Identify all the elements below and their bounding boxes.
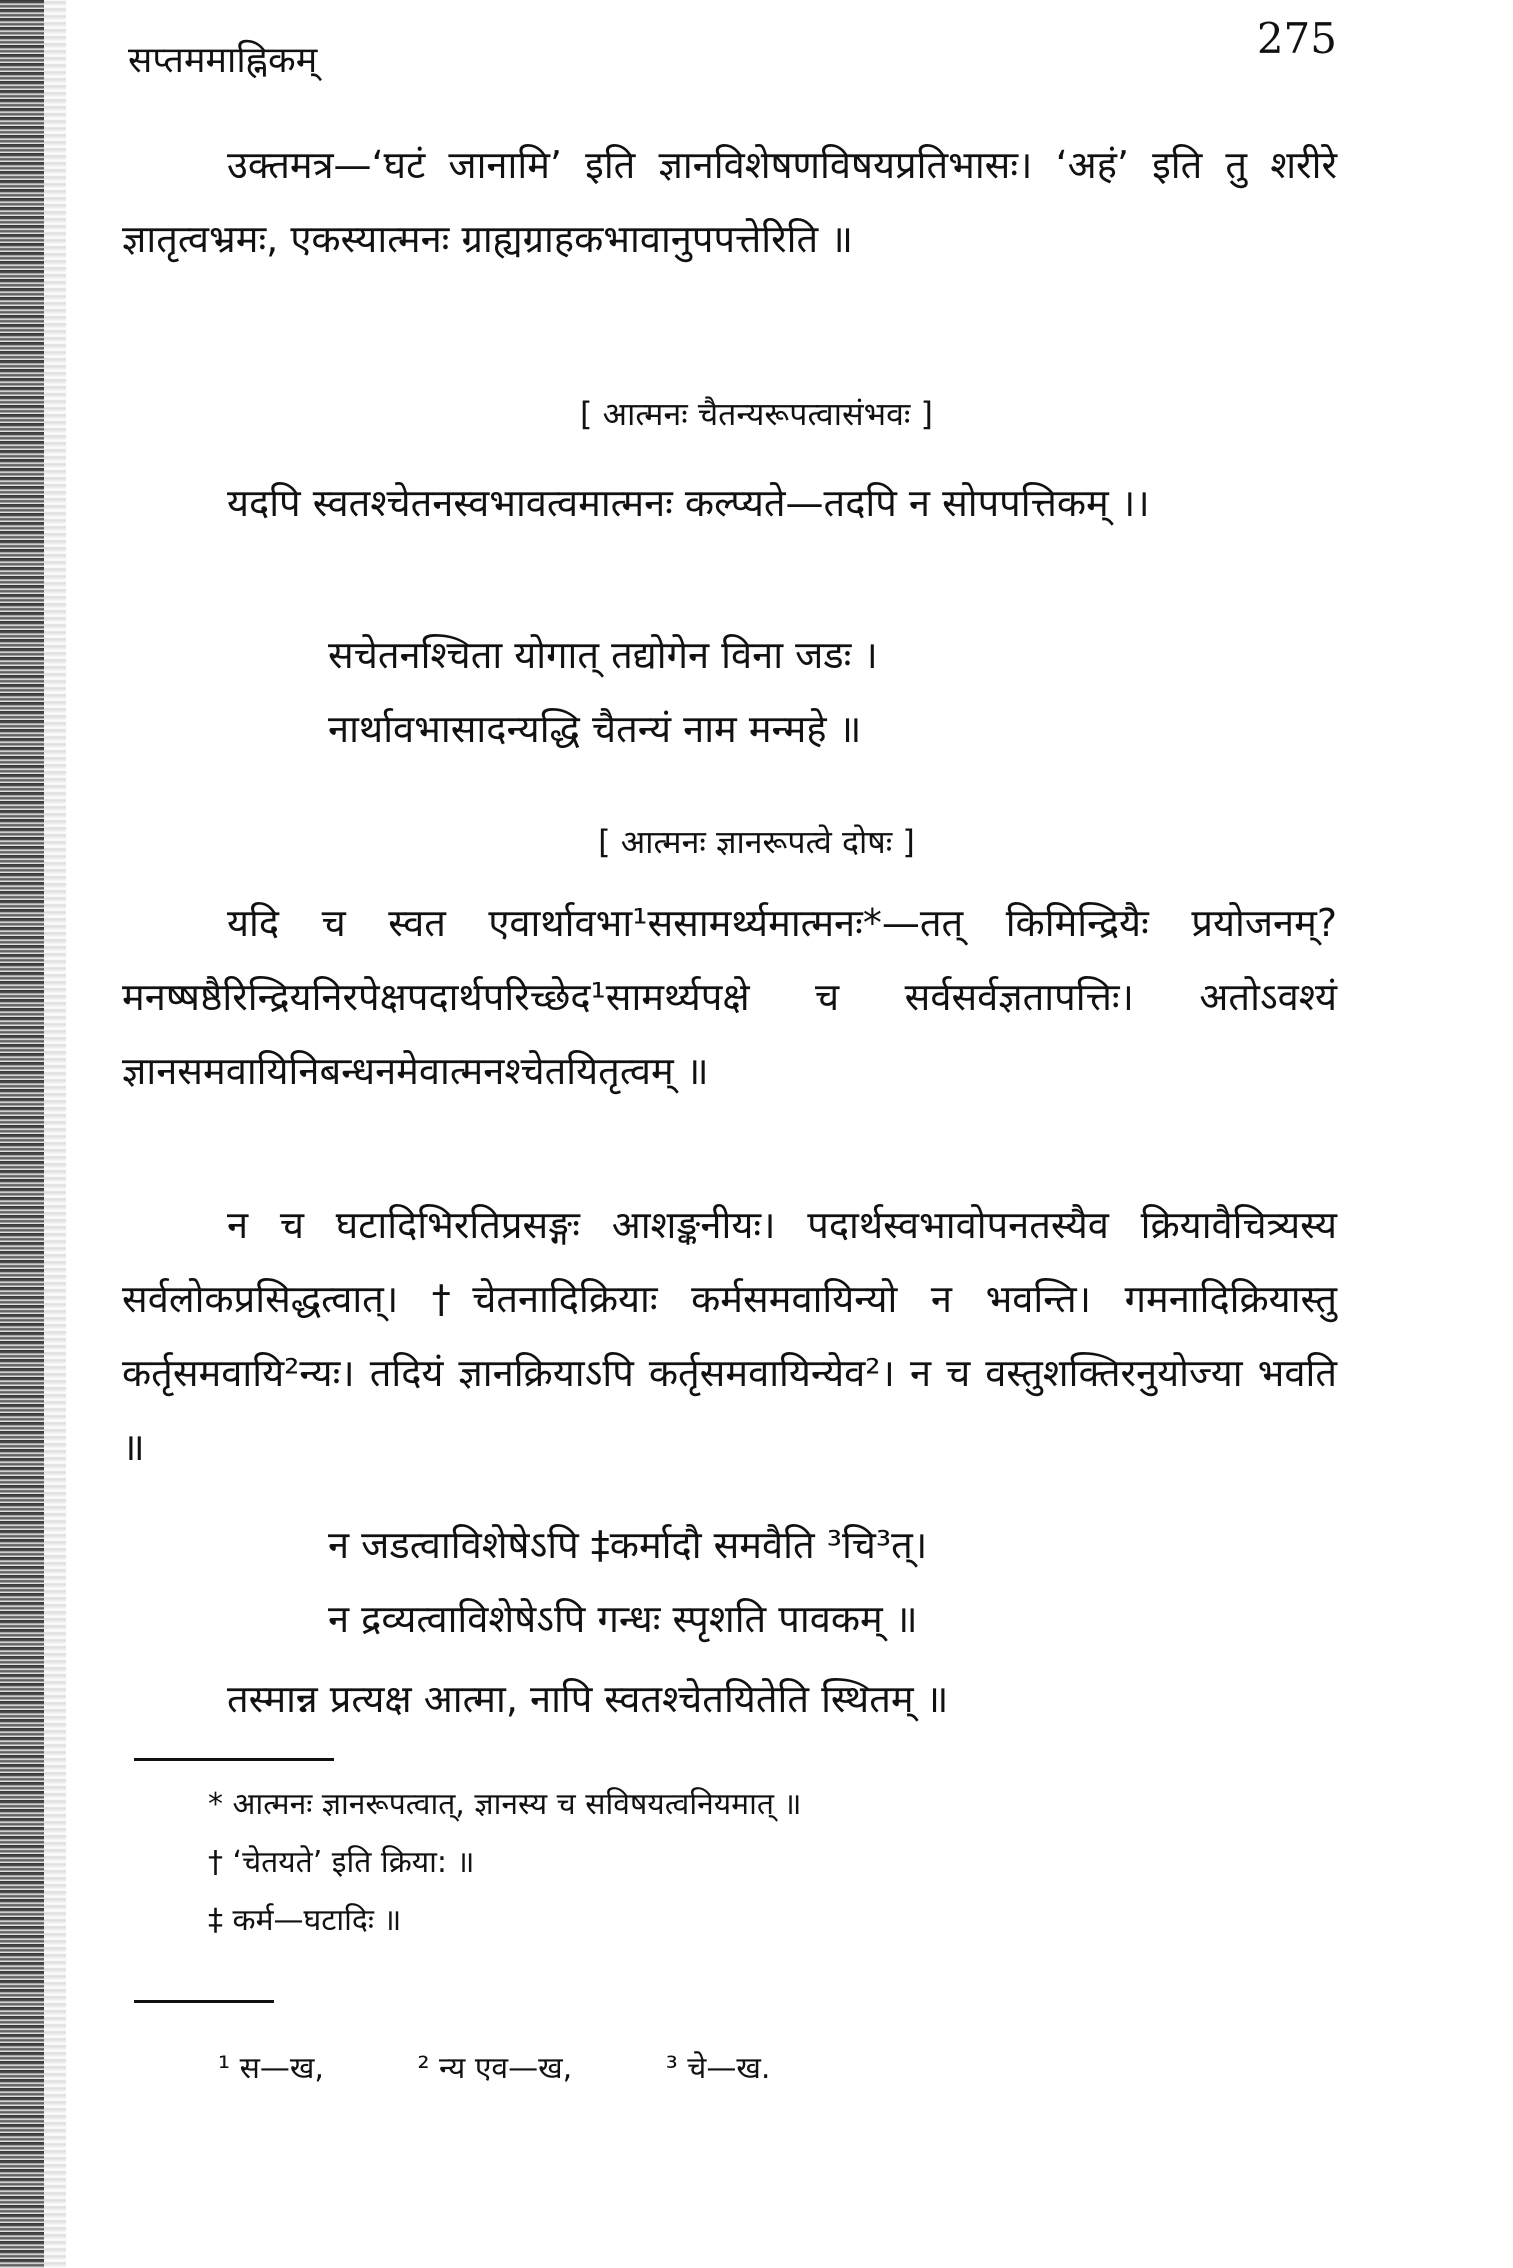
paragraph-4: [122, 1188, 1337, 1484]
scan-binding-edge: [0, 0, 44, 2268]
variant-item: ³ चे—ख.: [665, 2051, 771, 2086]
section-heading-1: [0, 392, 1513, 435]
footnote-item: † ‘चेतयते’ इति क्रिया: ॥: [208, 1845, 475, 1880]
verse-1: [328, 618, 878, 766]
section-heading-text: [ आत्मनः ज्ञानरूपत्वे दोषः ]: [598, 823, 915, 861]
paragraph-5: [122, 1662, 1337, 1736]
paragraph-text: यदपि स्वतश्चेतनस्वभावत्वमात्मनः कल्प्यते—तदपि न सोपपत्तिकम् ।।: [227, 481, 1150, 525]
paragraph-text: न च घटादिभिरतिप्रसङ्गः आशङ्कनीयः। पदार्थस्वभावोपनतस्यैव क्रियावैचित्र्यस्य सर्वलोकप्रसिद्धत्वात्। †चेतनादिक्रियाः कर्मसमवायिन्यो न भवन्ति। गमनादिक्रियास्तु कर्तृसमवायि²न्यः। तदियं ज्ञानक्रियाऽपि कर्तृसमवायिन्येव²। न च वस्तुशक्तिरनुयोज्या भवति ॥: [122, 1203, 1337, 1469]
variant-item: ² न्य एव—ख,: [417, 2051, 573, 2086]
paragraph-text: यदि च स्वत एवार्थावभा¹ससामर्थ्यमात्मनः*—तत् किमिन्द्रियैः प्रयोजनम्? मनष्षष्ठैरिन्द्रियनिरपेक्षपदार्थपरिच्छेद¹सामर्थ्यपक्षे च सर्वसर्वज्ञतापत्तिः। अतोऽवश्यं ज्ञानसमवायिनिबन्धनमेवात्मनश्चेतयितृत्वम् ॥: [122, 901, 1337, 1093]
section-heading-2: [0, 820, 1513, 863]
paragraph-3: [122, 886, 1337, 1108]
running-title: सप्तममाह्निकम्: [128, 40, 318, 81]
paragraph-text: तस्मान्न प्रत्यक्ष आत्मा, नापि स्वतश्चेतयितेति स्थितम् ॥: [227, 1677, 949, 1721]
footnotes: [208, 1776, 801, 1950]
paragraph-2: [122, 466, 1337, 540]
paragraph-1: [122, 128, 1337, 276]
page-number: 275: [1256, 14, 1337, 63]
verse-line: नार्थावभासादन्यद्धि चैतन्यं नाम मन्महे ॥: [328, 707, 862, 751]
variants-rule: [134, 2000, 274, 2003]
paragraph-text: उक्तमत्र—‘घटं जानामि’ इति ज्ञानविशेषणविषयप्रतिभासः। ‘अहं’ इति तु शरीरे ज्ञातृत्वभ्रमः, एकस्यात्मनः ग्राह्यग्राहकभावानुपपत्तेरिति ॥: [122, 143, 1337, 261]
section-heading-text: [ आत्मनः चैतन्यरूपत्वासंभवः ]: [579, 395, 934, 433]
variant-item: ¹ स—ख,: [218, 2051, 324, 2086]
verse-2: [328, 1508, 927, 1656]
verse-line: सचेतनश्चिता योगात् तद्योगेन विना जडः ।: [328, 633, 878, 677]
scan-binding-shadow: [44, 0, 66, 2268]
variant-readings: [218, 2046, 854, 2087]
footnote-rule: [134, 1758, 334, 1761]
footnote-item: ‡ कर्म—घटादिः ॥: [208, 1903, 402, 1938]
verse-line: न द्रव्यत्वाविशेषेऽपि गन्धः स्पृशति पावकम् ॥: [328, 1597, 918, 1641]
footnote-item: * आत्मनः ज्ञानरूपत्वात्, ज्ञानस्य च सविषयत्वनियमात् ॥: [208, 1787, 802, 1822]
verse-line: न जडत्वाविशेषेऽपि ‡कर्मादौ समवैति ³चि³त्।: [328, 1523, 928, 1567]
